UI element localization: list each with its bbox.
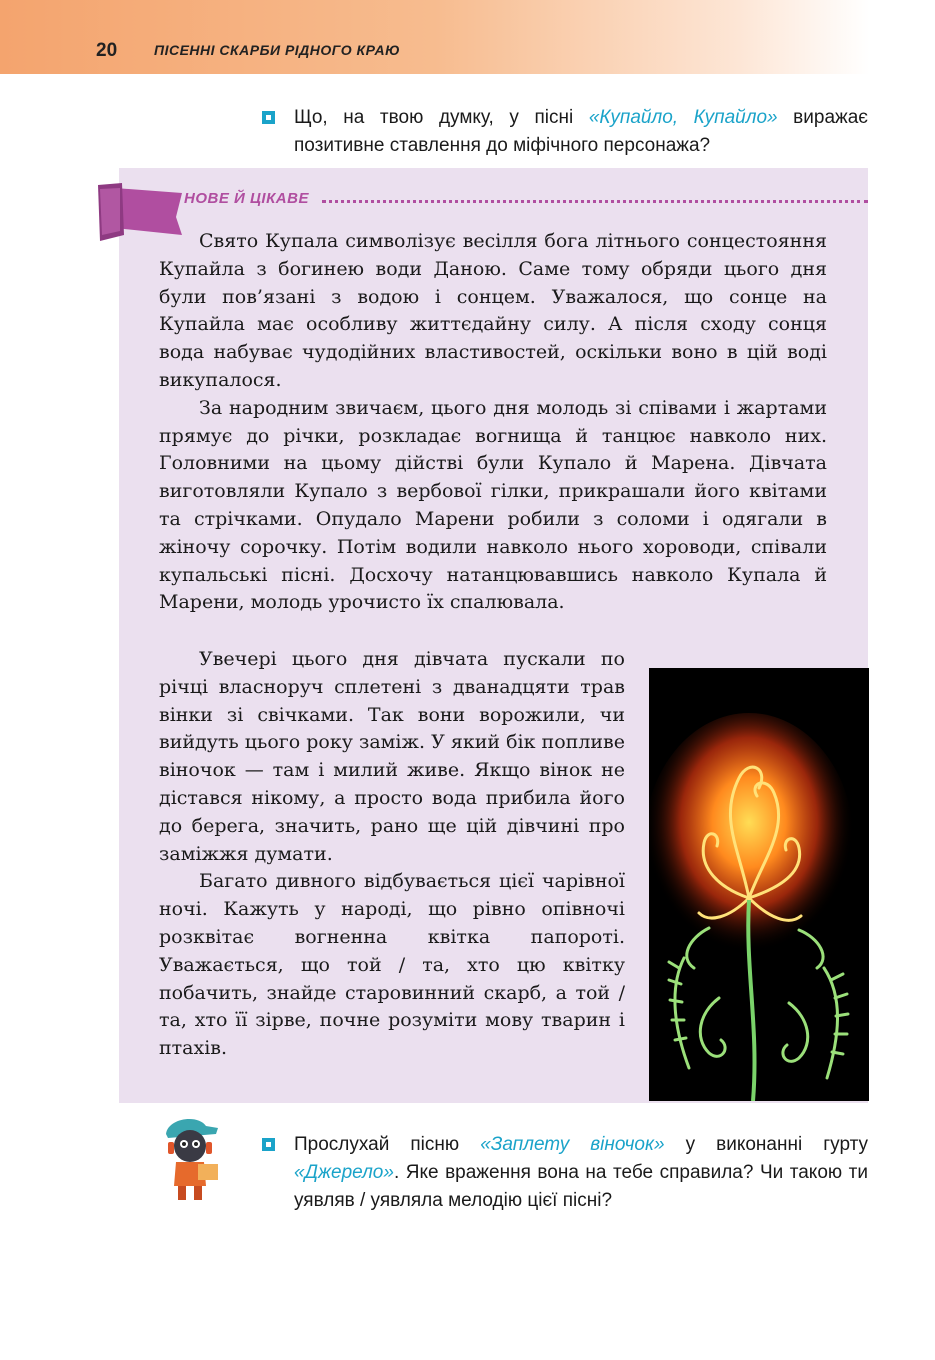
page-number: 20 [96, 40, 118, 61]
page-header [0, 0, 870, 74]
question-2-text: Прослухай пісню «Заплету віночок» у виконанні гурту «Джерело». Яке враження вона на тебе справила? Чи такою ти уявляв / уявляла мелодію цієї пісні? [294, 1134, 869, 1211]
box-title: НОВЕ Й ЦІКАВЕ [184, 190, 309, 207]
paragraph: Свято Купала символізує весілля бога літнього сонцестояння Купайла з богинею води Даною. Саме тому обряди цього дня були пов’язані з водою і сонцем. Уважалося, що сонце на Купайла має особливу життєдайну силу. А після сходу сонця вода набуває чудодійних властивостей, оскільки воно в цій воді викупалося. [159, 230, 827, 391]
square-bullet-icon [262, 111, 275, 124]
question-2 [262, 1131, 868, 1215]
square-bullet-icon [262, 1138, 275, 1151]
running-title: ПІСЕННІ СКАРБИ РІДНОГО КРАЮ [154, 42, 401, 58]
paragraph: Увечері цього дня дівчата пускали по річці власноруч сплетені з дванадцяти трав вінки зі свічками. Так вони ворожили, чи вийдуть цього року заміж. У який бік попливе віночок — там і милий живе. Якщо вінок не дістався нікому, а просто вода прибила його до берега, значить, рано ще цій дівчині про заміжжя думати. [159, 648, 625, 865]
question-1-text: Що, на твою думку, у пісні «Купайло, Купайло» виражає позитивне ставлення до міфічного персонажа? [294, 107, 868, 156]
fern-flower-illustration [649, 668, 869, 1101]
band-name-link: «Джерело» [294, 1162, 394, 1183]
question-1 [262, 104, 868, 160]
song-title-link: «Купайло, Купайло» [588, 107, 778, 128]
box-text-narrow [159, 646, 625, 1063]
title-dotted-line [322, 200, 868, 203]
paragraph: За народним звичаєм, цього дня молодь зі співами і жартами прямує до річки, розкладає вогнища й танцює навколо них. Головними на цьому дійстві були Купало й Марена. Дівчата виготовляли Купало з вербової гілки, прикрашали його квітами та стрічками. Опудало Марени робили з соломи і одягали в жіночу сорочку. Потім водили навколо нього хороводи, співали купальські пісні. Досхочу натанцювавшись навколо Купала й Марени, молодь урочисто їх спалювала. [159, 396, 827, 614]
mascot-listening-icon [158, 1112, 234, 1202]
song-title-link: «Заплету віночок» [480, 1134, 665, 1155]
paragraph: Багато дивного відбувається цієї чарівної ночі. Кажуть у народі, що рівно опівночі розквітає вогненна квітка папороті. Уважається, що той / та, хто цю квітку побачить, знайде старовинний скарб, а той / та, хто її зірве, почне розуміти мову тварин і птахів. [159, 870, 625, 1060]
box-text-full [159, 228, 827, 617]
